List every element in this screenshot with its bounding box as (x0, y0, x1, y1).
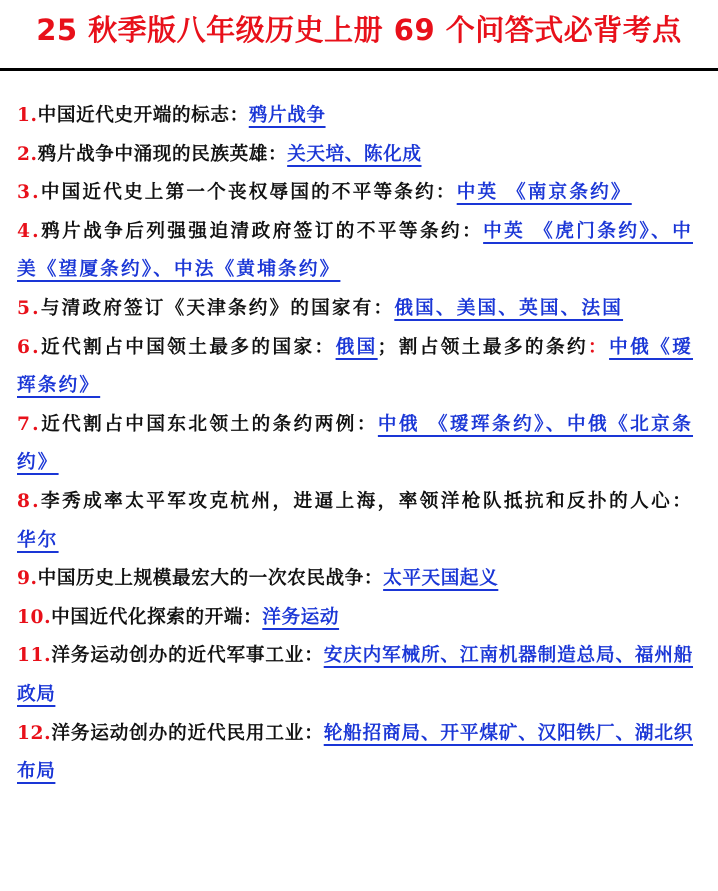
item-question: 鸦片战争中涌现的民族英雄： (37, 143, 288, 165)
qa-item-10 (17, 599, 693, 638)
qa-item-6 (17, 329, 693, 406)
item-question: 与清政府签订《天津条约》的国家有： (40, 297, 395, 319)
qa-item-5 (17, 290, 693, 329)
item-number: 2. (17, 143, 38, 165)
qa-item-7 (17, 406, 693, 483)
qa-item-4 (17, 213, 693, 290)
qa-item-8 (17, 483, 693, 560)
qa-item-12 (17, 715, 693, 792)
item-answer: 华尔 (17, 529, 59, 551)
item-question: 近代割占中国领土最多的国家： (40, 336, 336, 358)
item-answer: 关天培、陈化成 (287, 143, 422, 165)
qa-item-3 (17, 174, 693, 213)
page-title: 25 秋季版八年级历史上册 69 个问答式必背考点 (36, 13, 682, 47)
item-question: 中国近代史上第一个丧权辱国的不平等条约： (40, 182, 457, 204)
item-answer: 中英 《南京条约》 (456, 182, 632, 204)
item-answer: 安庆内军械所、江南机器制造总局、福州船政局 (17, 645, 694, 705)
item-question: 中国历史上规模最宏大的一次农民战争： (37, 568, 384, 590)
item-number: 3. (17, 182, 41, 204)
item-question: 洋务运动创办的近代军事工业： (51, 645, 324, 667)
item-answer: 鸦片战争 (248, 105, 326, 126)
item-question: 近代割占中国东北领土的条约两例： (40, 413, 378, 435)
item-answer-second: 中俄《瑷珲条约》 (17, 336, 693, 397)
item-answer: 俄国 (335, 336, 378, 358)
item-colon: ： (588, 336, 610, 358)
item-number: 10. (17, 606, 52, 628)
item-answer: 俄国、美国、英国、法国 (394, 297, 624, 319)
item-question-second: ；割占领土最多的条约 (377, 336, 589, 358)
item-answer: 中英 《虎门条约》、中美《望厦条约》、中法《黄埔条约》 (17, 220, 693, 281)
item-number: 12. (17, 722, 52, 744)
item-number: 7. (17, 413, 41, 435)
item-answer: 洋务运动 (262, 606, 340, 628)
item-question: 鸦片战争后列强强迫清政府签订的不平等条约： (40, 220, 484, 242)
item-number: 6. (17, 336, 41, 358)
item-number: 1. (17, 105, 38, 126)
item-answer: 中俄 《瑷珲条约》、中俄《北京条约》 (17, 413, 694, 474)
item-question: 洋务运动创办的近代民用工业： (51, 722, 324, 744)
item-answer: 轮船招商局、开平煤矿、汉阳铁厂、湖北织布局 (17, 722, 694, 783)
item-answer: 太平天国起义 (383, 568, 499, 590)
item-number: 11. (17, 645, 52, 667)
item-question: 中国近代史开端的标志： (37, 105, 249, 126)
title-divider (0, 68, 718, 71)
item-number: 8. (17, 490, 41, 512)
item-question: 李秀成率太平军攻克杭州，进逼上海，率领洋枪队抵抗和反扑的人心： (40, 490, 693, 512)
qa-item-1 (17, 97, 693, 136)
qa-list (17, 97, 693, 792)
item-number: 4. (17, 220, 41, 242)
qa-item-2 (17, 136, 693, 175)
item-number: 9. (17, 568, 38, 590)
item-number: 5. (17, 297, 41, 319)
qa-item-9 (17, 560, 693, 599)
qa-item-11 (17, 637, 693, 714)
item-question: 中国近代化探索的开端： (51, 606, 263, 628)
